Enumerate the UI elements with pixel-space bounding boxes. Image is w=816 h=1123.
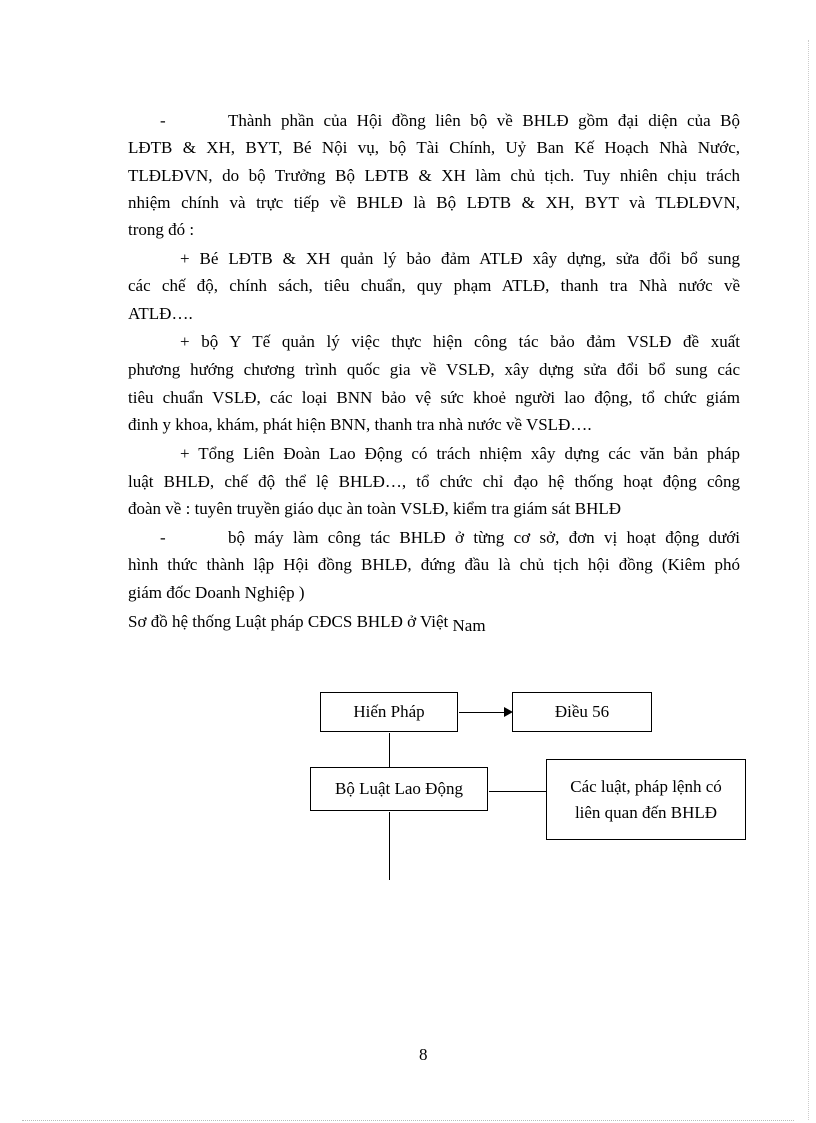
- page-border-bottom: [22, 1120, 794, 1121]
- connector-line: [389, 812, 390, 880]
- paragraph-line: ATLĐ….: [128, 304, 193, 323]
- paragraph-line: phương hướng chương trình quốc gia về VSLĐ, xây dựng sửa đổi bổ sung các: [128, 360, 740, 379]
- diagram-heading: [128, 611, 486, 633]
- paragraph-line: Thành phần của Hội đồng liên bộ về BHLĐ gồm đại diện của Bộ: [228, 111, 740, 130]
- paragraph-line: luật BHLĐ, chế độ thể lệ BHLĐ…, tổ chức chỉ đạo hệ thống hoạt động công: [128, 472, 740, 491]
- box-cac-luat-line-1: Các luật, pháp lệnh có: [570, 776, 722, 796]
- arrow-right-icon: [504, 707, 513, 717]
- connector-line: [389, 733, 390, 767]
- paragraph-line: nhiệm chính và trực tiếp về BHLĐ là Bộ LĐTB & XH, BYT và TLĐLĐVN,: [128, 193, 740, 212]
- paragraph-line: bộ máy làm công tác BHLĐ ở từng cơ sở, đơn vị hoạt động dưới: [228, 528, 740, 547]
- box-bo-luat-lao-dong: Bộ Luật Lao Động: [310, 767, 488, 811]
- page-border-right: [808, 40, 809, 1120]
- box-cac-luat-phap-lenh: [546, 759, 746, 840]
- paragraph-line: trong đó :: [128, 220, 195, 239]
- paragraph-line: hình thức thành lập Hội đồng BHLĐ, đứng đầu là chủ tịch hội đồng (Kiêm phó: [128, 555, 740, 574]
- paragraph-line: đinh y khoa, khám, phát hiện BNN, thanh tra nhà nước về VSLĐ….: [128, 415, 592, 434]
- box-hien-phap: Hiến Pháp: [320, 692, 458, 732]
- bullet-dash: -: [160, 111, 166, 130]
- paragraph-line: đoàn về : tuyên truyền giáo dục àn toàn VSLĐ, kiểm tra giám sát BHLĐ: [128, 499, 622, 518]
- diagram-heading-tail: Nam: [452, 616, 486, 635]
- paragraph-line: + Bé LĐTB & XH quản lý bảo đảm ATLĐ xây dựng, sửa đổi bổ sung: [180, 249, 740, 268]
- paragraph-line: tiêu chuẩn VSLĐ, các loại BNN bảo vệ sức khoẻ người lao động, tổ chức giám: [128, 388, 740, 407]
- connector-line: [489, 791, 546, 792]
- paragraph-line: giám đốc Doanh Nghiệp ): [128, 583, 305, 602]
- paragraph-line: TLĐLĐVN, do bộ Trưởng Bộ LĐTB & XH làm chủ tịch. Tuy nhiên chịu trách: [128, 166, 740, 185]
- connector-line: [459, 712, 506, 713]
- paragraph-line: + Tổng Liên Đoàn Lao Động có trách nhiệm xây dựng các văn bản pháp: [180, 444, 740, 463]
- page-number: 8: [419, 1045, 428, 1064]
- paragraph-line: LĐTB & XH, BYT, Bé Nội vụ, bộ Tài Chính, Uỷ Ban Kế Hoạch Nhà Nước,: [128, 138, 740, 157]
- diagram-heading-main: Sơ đồ hệ thống Luật pháp CĐCS BHLĐ ở Việt: [128, 612, 449, 631]
- paragraph-line: + bộ Y Tế quản lý việc thực hiện công tác bảo đảm VSLĐ đề xuất: [180, 332, 740, 351]
- box-cac-luat-line-2: liên quan đến BHLĐ: [574, 802, 718, 822]
- paragraph-line: các chế độ, chính sách, tiêu chuẩn, quy phạm ATLĐ, thanh tra Nhà nước về: [128, 276, 740, 295]
- box-dieu-56: Điều 56: [512, 692, 652, 732]
- bullet-dash: -: [160, 528, 166, 547]
